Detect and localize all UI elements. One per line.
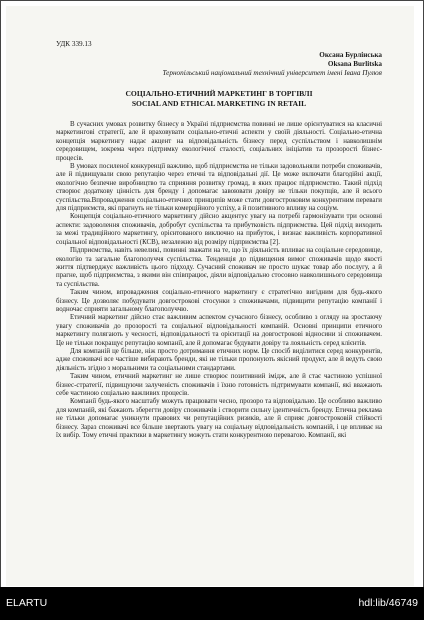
author-name-uk: Оксана Бурлінська — [319, 51, 382, 59]
paragraph: Компанії будь-якого масштабу можуть працювати чесно, прозоро та відповідально. Це особливо важливо для компаній, які бажають зберегти довіру споживачів і створити сильну ідентичність бренду. Етична реклама не тільки допомагає уникнути правових чи репутаційних ризиків, але й сприяє довгостроковій стійкості бізнесу. Зараз споживачі все більше звертають увагу на соціальну відповідальність компаній, і це впливає на їх вибір. Тому етичні практики в маркетингу можуть стати конкурентною перевагою. Компанії, які — [56, 398, 382, 440]
paragraph: Таким чином, впровадження соціально-етичного маркетингу є стратегічно вигідним для будь-якого бізнесу. Це дозволяє побудувати довгострокові стосунки з споживачами, підвищити репутацію компанії і водночас сприяти загальному благополуччю. — [56, 289, 382, 313]
paragraph: Таким чином, етичний маркетинг не лише створює позитивний імідж, але й стає частиною успішної бізнес-стратегії, підвищуючи залученість споживачів і їхню готовність підтримувати компанії, які вважають себе частиною соціально важливих процесів. — [56, 373, 382, 397]
title-en: SOCIAL AND ETHICAL MARKETING IN RETAIL — [131, 99, 307, 108]
author-affiliation: Тернопільський національний технічний університет імені Івана Пулюя — [162, 69, 382, 77]
author-name-en: Oksana Burlitska — [327, 59, 382, 68]
article-page — [56, 40, 382, 440]
title-uk: СОЦІАЛЬНО-ЕТИЧНИЙ МАРКЕТИНГ В ТОРГІВЛІ — [125, 89, 313, 98]
handle-link[interactable]: hdl:lib/46749 — [358, 597, 418, 609]
paragraph: В сучасних умовах розвитку бізнесу в Україні підприємства повинні не лише орієнтуватися на класичні маркетингові стратегії, але й враховувати соціально-етичні аспекти у своїй діяльності. Соціально-етична концепція маркетингу надає акцент на відповідальність бізнесу перед суспільством і навколишнім середовищем, зокрема через підтримку екологічної сталості, соціальних ініціатив та прозорості бізнес-процесів. — [56, 121, 382, 162]
paragraph: Підприємства, навіть невеликі, повинні зважати на те, що їх діяльність впливає на соціальне середовище, екологію та загальне благополуччя суспільства. Тенденція до підвищення вимог споживачів щодо якості життя підтверджує важливість цього підходу. Сучасний споживач не просто шукає товар або послугу, а й прагне, щоб підприємства, з якими він співпрацює, діяли відповідально стосовно навколишнього середовища та суспільства. — [56, 247, 382, 288]
article-title — [56, 89, 382, 109]
paragraph: Концепція соціально-етичного маркетингу дійсно акцентує увагу на потребі гармонізувати три основні аспекти: задоволення споживачів, добробут суспільства та прибутковість підприємства. Цей підхід виходить за межі традиційного маркетингу, орієнтованого виключно на прибуток, і визнає важливість корпоративної соціальної відповідальності (КСВ), незалежно від розміру підприємства [2]. — [56, 213, 382, 246]
article-body — [56, 121, 382, 440]
udk-code: УДК 339.13 — [56, 40, 92, 48]
author-block — [56, 51, 382, 68]
paragraph: Для компаній це більше, ніж просто дотримання етичних норм. Це спосіб виділитися серед конкурентів, адже споживачі все частіше вибирають бренди, які не тільки пропонують якісний продукт, але й ведуть свою діяльність згідно з моральними та соціальними стандартами. — [56, 347, 382, 372]
repository-footer — [0, 587, 424, 620]
paragraph: В умовах посиленої конкуренції важливо, щоб підприємства не тільки задовольняли потреби споживачів, але й підвищували свою репутацію через етичні та відповідальні дії. Це може включати благодійні акції, екологічно безпечне виробництво та сприяння розвитку громад, в яких працює підприємство. Такий підхід створює додаткову цінність для бренду і допомагає завоювати довіру не тільки покупців, але й всього суспільства.Впровадження соціально-етичних принципів може стати довгостроковим конкурентним переваги для підприємств, які прагнуть не тільки комерційного успіху, а й позитивного впливу на соціум. — [56, 163, 382, 213]
repository-name: ELARTU — [6, 597, 48, 609]
paragraph: Етичний маркетинг дійсно стає важливим аспектом сучасного бізнесу, особливо з огляду на зростаючу увагу споживачів до прозорості та соціальної відповідальності компаній. Основні принципи етичного маркетингу полягають у чесності, відповідальності та орієнтації на довгострокові відносини зі споживачем. Це не тільки покращує репутацію компанії, але й допомагає будувати довіру та лояльність серед клієнтів. — [56, 314, 382, 347]
